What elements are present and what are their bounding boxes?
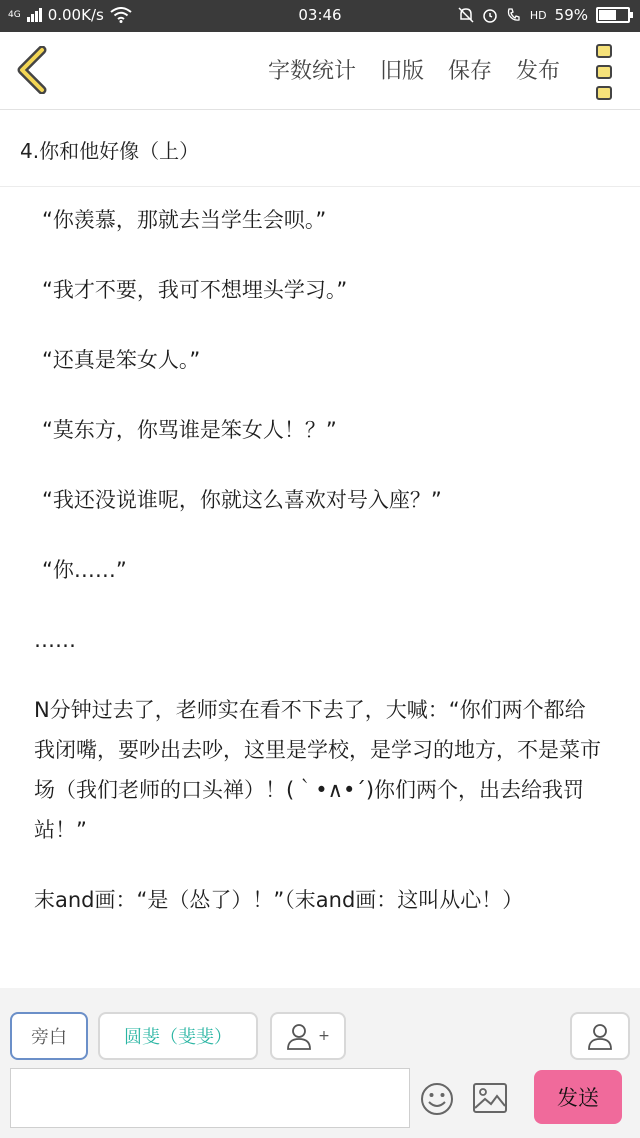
role-selector [0, 1012, 640, 1060]
add-role-plus: + [318, 1028, 330, 1044]
paragraph: “你羡慕，那就去当学生会呗。” [42, 208, 327, 232]
paragraph: “我才不要，我可不想埋头学习。” [42, 278, 348, 302]
save-button[interactable]: 保存 [447, 59, 492, 84]
my-role-button[interactable] [570, 1012, 630, 1060]
paragraph: N分钟过去了，老师实在看不下去了，大喊：“你们两个都给我闭嘴，要吵出去吵，这里是学校，是学习的地方，不是菜市场（我们老师的口头禅）！(｀•∧•´)你们两个，出去给我罚站！” [34, 698, 601, 842]
paragraph: “我还没说谁呢，你就这么喜欢对号入座？” [42, 488, 442, 512]
editor-toolbar [268, 54, 560, 85]
hd-label: HD [529, 8, 547, 22]
word-count-button[interactable]: 字数统计 [267, 59, 356, 84]
status-time: 03:46 [298, 6, 342, 24]
status-right [458, 6, 630, 24]
status-bar [0, 0, 640, 32]
chevron-left-icon[interactable] [14, 46, 54, 94]
editor-header [0, 32, 640, 110]
network-type: 4G [8, 9, 21, 20]
network-speed: 0.00K/s [47, 6, 104, 24]
mute-bell-icon [458, 7, 474, 23]
old-version-button[interactable]: 旧版 [379, 59, 424, 84]
publish-button[interactable]: 发布 [515, 59, 560, 84]
input-row [0, 1068, 640, 1132]
chapter-title-bar[interactable] [0, 111, 640, 187]
compose-panel [0, 988, 640, 1138]
chapter-title[interactable]: 4.你和他好像（上） [20, 139, 200, 163]
message-input[interactable] [10, 1068, 410, 1128]
call-hd-icon [506, 7, 522, 23]
battery-percent: 59% [554, 6, 588, 24]
send-button[interactable]: 发送 [534, 1070, 622, 1124]
paragraph: “你……” [42, 558, 127, 582]
menu-icon[interactable] [596, 44, 616, 100]
image-icon[interactable] [472, 1082, 508, 1114]
user-icon [286, 1022, 312, 1050]
alarm-icon [482, 7, 498, 23]
paragraph: …… [34, 628, 76, 652]
emoji-icon[interactable] [420, 1082, 454, 1116]
paragraph: 末and画：“是（怂了）！”（末and画：这叫从心！） [34, 888, 524, 912]
battery-icon [596, 7, 630, 23]
user-icon [587, 1022, 613, 1050]
role-character-label: 圆斐（斐斐） [124, 1027, 232, 1048]
story-content[interactable] [0, 188, 640, 988]
role-aside-label: 旁白 [31, 1027, 67, 1048]
paragraph: “莫东方，你骂谁是笨女人！？” [42, 418, 337, 442]
add-role-button[interactable] [270, 1012, 346, 1060]
role-character-button[interactable] [98, 1012, 258, 1060]
role-aside-button[interactable] [10, 1012, 88, 1060]
paragraph: “还真是笨女人。” [42, 348, 201, 372]
